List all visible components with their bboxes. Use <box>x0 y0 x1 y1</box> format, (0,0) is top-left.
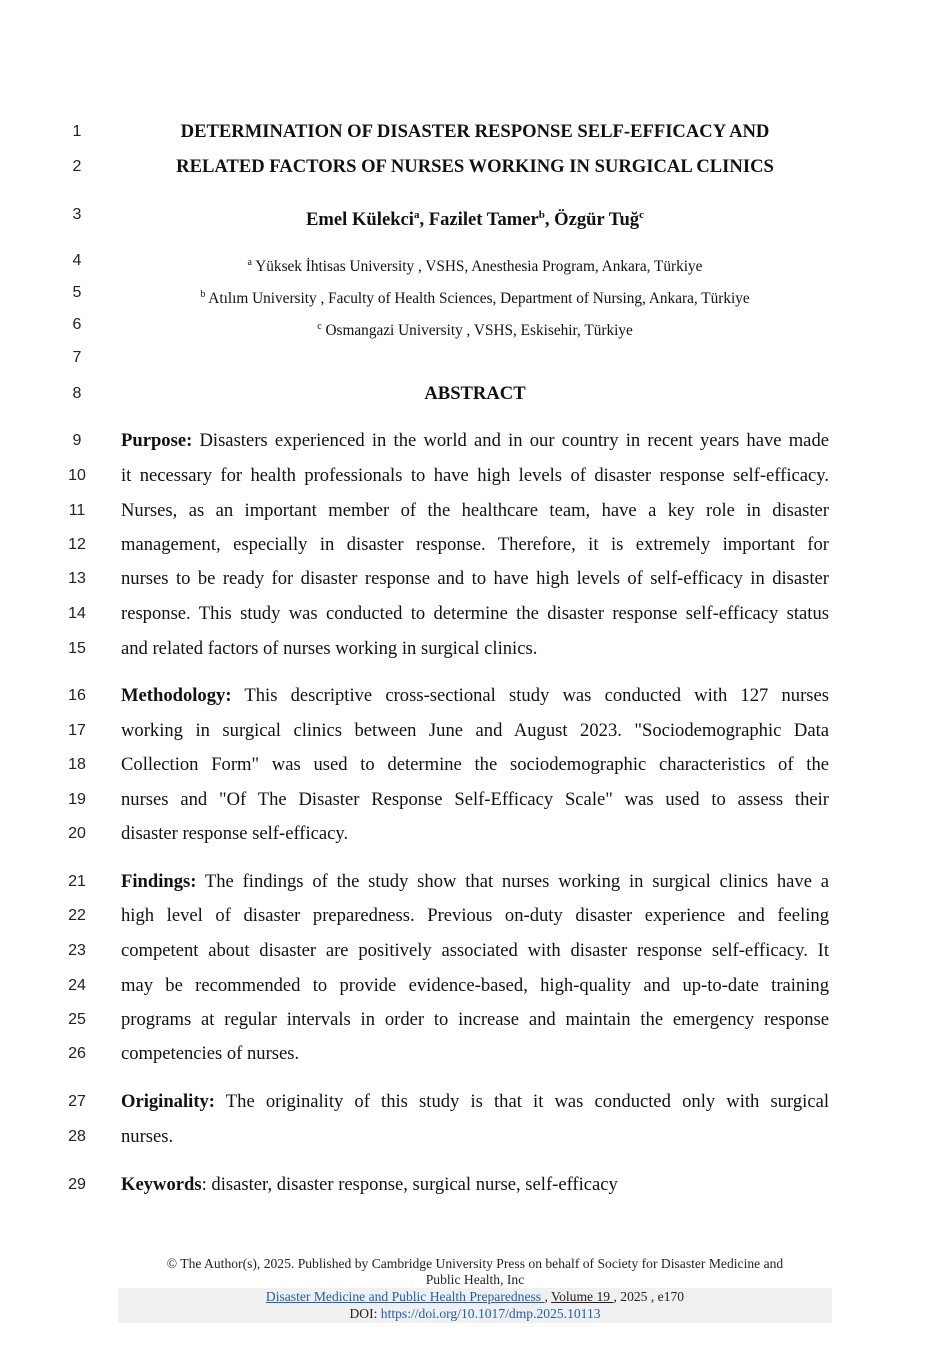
paragraph-line: management, especially in disaster response. Therefore, it is extremely important for <box>121 534 829 555</box>
volume-text: Volume 19 <box>551 1289 614 1304</box>
affiliation <box>121 316 829 342</box>
paragraph-line <box>121 430 829 452</box>
author-list <box>121 204 829 231</box>
keywords-line <box>121 1174 829 1196</box>
line-number: 24 <box>68 977 86 994</box>
author-affiliation-mark: b <box>538 209 545 221</box>
abstract-heading: ABSTRACT <box>424 383 526 404</box>
originality-label: Originality: <box>121 1091 215 1112</box>
line-number: 4 <box>72 252 82 269</box>
line-number: 27 <box>68 1093 86 1110</box>
author-affiliation-mark: a <box>413 209 420 221</box>
doi-link[interactable]: https://doi.org/10.1017/dmp.2025.10113 <box>380 1306 601 1321</box>
line-number: 10 <box>68 467 86 484</box>
affiliation <box>121 252 829 278</box>
paragraph-line: nurses. <box>121 1126 174 1147</box>
text-run: , 2025 , e170 <box>613 1289 685 1304</box>
line-number: 21 <box>68 873 86 890</box>
line-number: 9 <box>72 432 82 449</box>
paper-title-line-1: DETERMINATION OF DISASTER RESPONSE SELF-EFFICACY AND <box>180 121 770 142</box>
line-number: 2 <box>72 158 82 175</box>
keywords-label: Keywords <box>121 1174 202 1195</box>
paragraph-line: competent about disaster are positively associated with disaster response self-efficacy. It <box>121 940 829 961</box>
line-number: 11 <box>68 502 86 519</box>
author-name: , Fazilet Tamer <box>419 209 539 231</box>
affiliation-mark: a <box>247 257 252 268</box>
paragraph-line: Collection Form" was used to determine the sociodemographic characteristics of the <box>121 754 829 775</box>
line-number: 23 <box>68 942 86 959</box>
paragraph-line <box>121 871 829 893</box>
paragraph-line <box>121 1091 829 1113</box>
affiliation-mark: c <box>317 321 322 332</box>
line-number: 8 <box>72 385 82 402</box>
author-name: , Özgür Tuğ <box>544 209 640 231</box>
journal-link[interactable]: Disaster Medicine and Public Health Preparedness <box>265 1289 545 1304</box>
keywords-text: : disaster, disaster response, surgical nurse, self-efficacy <box>201 1174 618 1195</box>
author-affiliation-mark: c <box>639 209 644 221</box>
line-number: 12 <box>68 536 86 553</box>
paragraph-line: response. This study was conducted to determine the disaster response self-efficacy status <box>121 603 829 624</box>
line-number: 1 <box>72 123 82 140</box>
text-run: This descriptive cross-sectional study was conducted with 127 nurses <box>231 685 829 706</box>
line-number: 14 <box>68 605 86 622</box>
line-number: 6 <box>72 316 82 333</box>
methodology-label: Methodology: <box>121 685 232 706</box>
line-number: 19 <box>68 791 86 808</box>
paper-title-line-2: RELATED FACTORS OF NURSES WORKING IN SURGICAL CLINICS <box>176 156 774 177</box>
paragraph-line: it necessary for health professionals to have high levels of disaster response self-efficacy. <box>121 465 829 486</box>
line-number: 5 <box>72 284 82 301</box>
paragraph-line: disaster response self-efficacy. <box>121 823 349 844</box>
paragraph-line: programs at regular intervals in order to increase and maintain the emergency response <box>121 1009 829 1030</box>
paragraph-line: and related factors of nurses working in surgical clinics. <box>121 638 538 659</box>
line-number: 15 <box>68 640 86 657</box>
findings-label: Findings: <box>121 871 197 892</box>
paragraph-line: may be recommended to provide evidence-based, high-quality and up-to-date training <box>121 975 829 996</box>
line-number: 28 <box>68 1128 86 1145</box>
line-number: 25 <box>68 1011 86 1028</box>
copyright-line: © The Author(s), 2025. Published by Cambridge University Press on behalf of Society for Disaster Medicine and <box>166 1256 784 1271</box>
affiliation-text: Atılım University , Faculty of Health Sciences, Department of Nursing, Ankara, Türkiye <box>205 290 750 308</box>
text-run: Disasters experienced in the world and in our country in recent years have made <box>192 430 829 451</box>
paragraph-line: competencies of nurses. <box>121 1043 300 1064</box>
line-number: 18 <box>68 756 86 773</box>
line-number: 29 <box>68 1176 86 1193</box>
line-number: 7 <box>72 349 82 366</box>
affiliation <box>121 284 829 310</box>
citation-line <box>118 1289 832 1305</box>
line-number: 20 <box>68 825 86 842</box>
line-number: 26 <box>68 1045 86 1062</box>
purpose-label: Purpose: <box>121 430 193 451</box>
paragraph-line: nurses and "Of The Disaster Response Self-Efficacy Scale" was used to assess their <box>121 789 829 810</box>
author-name: Emel Külekci <box>306 209 414 231</box>
doi-line <box>118 1306 832 1322</box>
text-run: The findings of the study show that nurses working in surgical clinics have a <box>196 871 829 892</box>
text-run: The originality of this study is that it was conducted only with surgical <box>215 1091 829 1112</box>
doi-label: DOI: <box>349 1306 381 1321</box>
paragraph-line: working in surgical clinics between June and August 2023. "Sociodemographic Data <box>121 720 829 741</box>
paragraph-line: Nurses, as an important member of the healthcare team, have a key role in disaster <box>121 500 829 521</box>
copyright-line-2: Public Health, Inc <box>425 1272 525 1287</box>
text-run: , <box>544 1289 552 1304</box>
line-number: 3 <box>72 206 82 223</box>
paragraph-line <box>121 685 829 707</box>
affiliation-text: Osmangazi University , VSHS, Eskisehir, Türkiye <box>321 322 633 340</box>
affiliation-text: Yüksek İhtisas University , VSHS, Anesthesia Program, Ankara, Türkiye <box>251 258 703 276</box>
line-number: 17 <box>68 722 86 739</box>
paragraph-line: high level of disaster preparedness. Previous on-duty disaster experience and feeling <box>121 905 829 926</box>
line-number: 22 <box>68 907 86 924</box>
paragraph-line: nurses to be ready for disaster response and to have high levels of self-efficacy in disaster <box>121 568 829 589</box>
affiliation-mark: b <box>200 289 206 300</box>
line-number: 16 <box>68 687 86 704</box>
line-number: 13 <box>68 570 86 587</box>
